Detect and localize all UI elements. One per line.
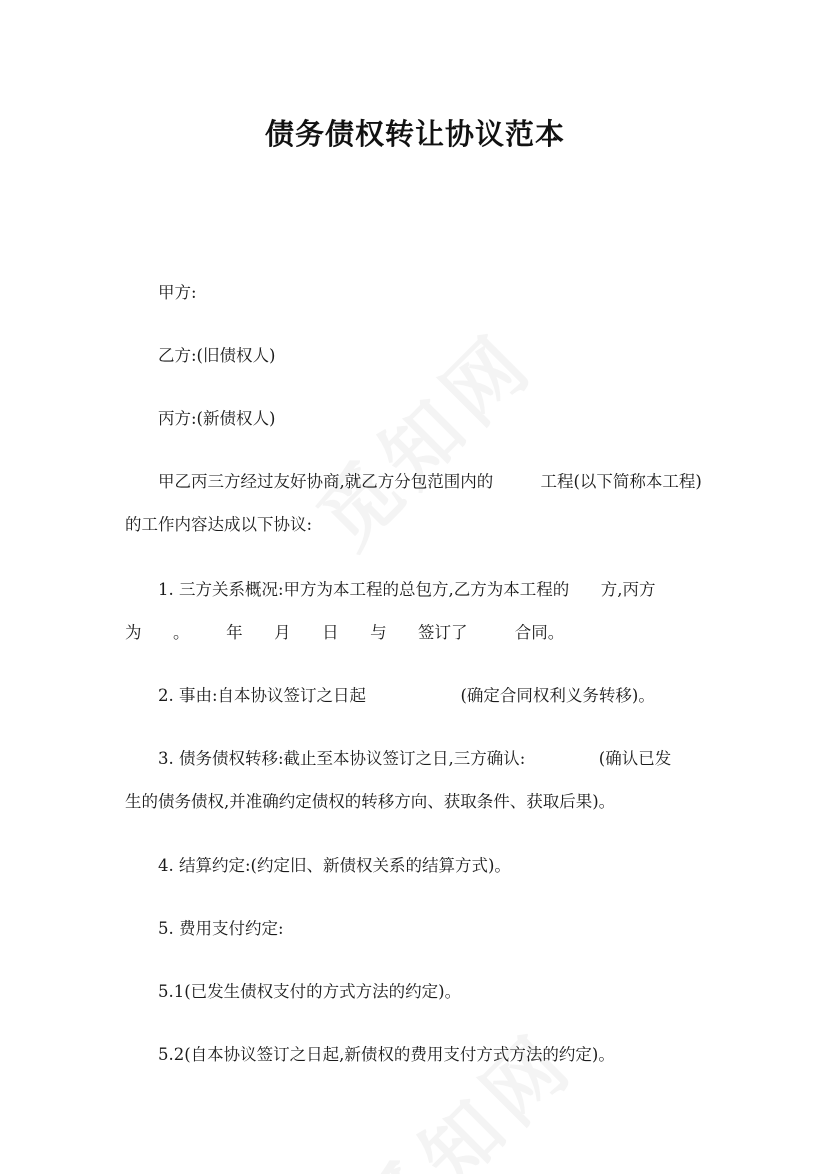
clause-1-line-2: 为 。 年 月 日 与 签订了 合同。 [125, 623, 565, 642]
party-c-line: 丙方:(新债权人) [158, 409, 276, 428]
clause-5-2-line: 5.2(自本协议签订之日起,新债权的费用支付方式方法的约定)。 [158, 1045, 615, 1064]
party-a-line: 甲方: [158, 283, 197, 302]
clause-5-line: 5. 费用支付约定: [158, 919, 284, 938]
party-b-line: 乙方:(旧债权人) [158, 346, 276, 365]
watermark [289, 303, 555, 569]
clause-2-line: 2. 事由:自本协议签订之日起 (确定合同权利义务转移)。 [158, 686, 655, 705]
watermark-bottom [329, 1003, 595, 1174]
clause-1-line-1: 1. 三方关系概况:甲方为本工程的总包方,乙方为本工程的 方,丙方 [158, 580, 656, 599]
intro-line-2: 的工作内容达成以下协议: [125, 515, 313, 534]
intro-line-1: 甲乙丙三方经过友好协商,就乙方分包范围内的 工程(以下简称本工程) [158, 472, 702, 491]
clause-3-line-2: 生的债务债权,并准确约定债权的转移方向、获取条件、获取后果)。 [125, 792, 616, 811]
clause-4-line: 4. 结算约定:(约定旧、新债权关系的结算方式)。 [158, 856, 511, 875]
clause-5-1-line: 5.1(已发生债权支付的方式方法的约定)。 [158, 982, 462, 1001]
document-title: 债务债权转让协议范本 [264, 117, 565, 151]
clause-3-line-1: 3. 债务债权转移:截止至本协议签订之日,三方确认: (确认已发 [158, 749, 672, 768]
